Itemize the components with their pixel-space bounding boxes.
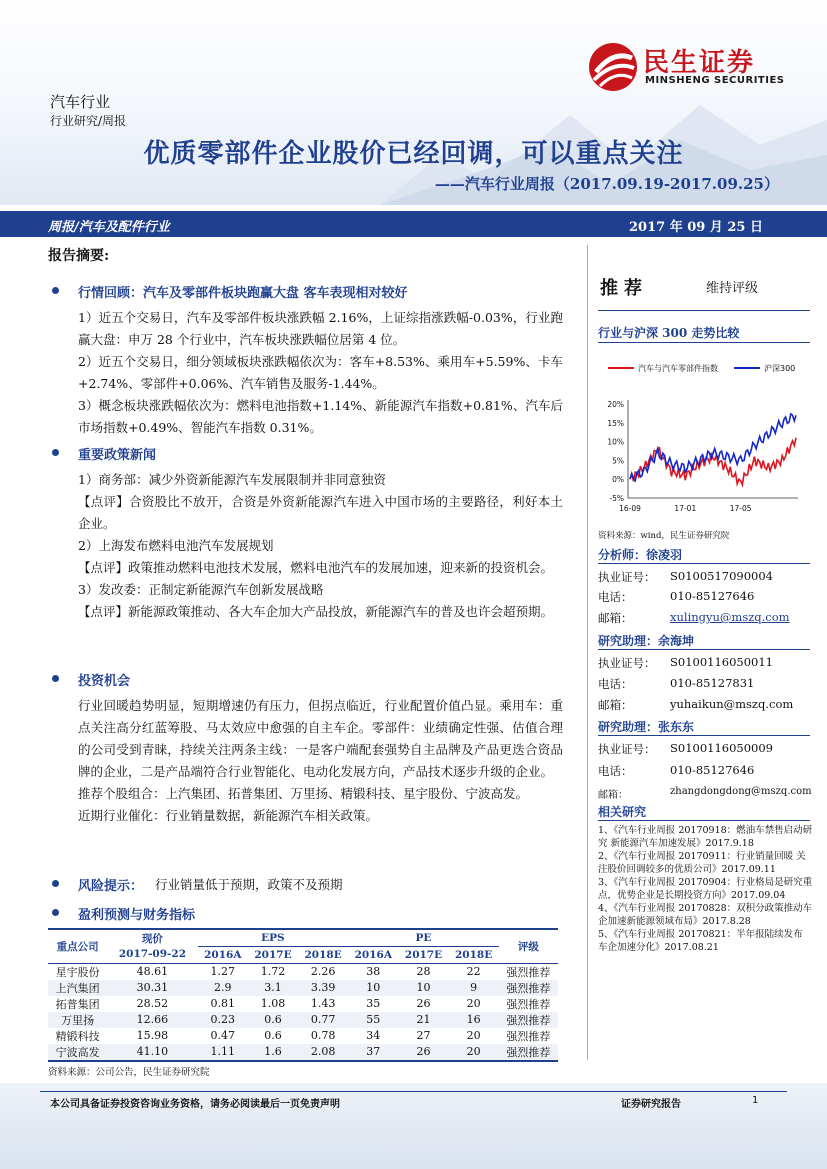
related-item[interactable]: 1、《汽车行业周报 20170918：燃油车禁售启动研究 新能源汽车加速发展》2017.9.18 xyxy=(598,825,813,849)
tel-label: 电话： xyxy=(598,677,633,691)
assistant-heading xyxy=(598,632,694,649)
table-cell: 1.27 xyxy=(210,965,236,978)
table-row xyxy=(48,963,558,980)
table-cell: 35 xyxy=(366,997,381,1010)
table-cell: 3.39 xyxy=(298,980,348,996)
table-cell: 0.6 xyxy=(248,1012,298,1028)
paragraph: 1）商务部：减少外资新能源汽车发展限制并非同意独资 xyxy=(78,472,386,487)
divider xyxy=(598,563,810,564)
legend-label: 汽车与汽车零部件指数 xyxy=(638,364,718,373)
chart-source: 资料来源：wind，民生证券研究院 xyxy=(598,531,730,541)
x-tick-label: 17-01 xyxy=(674,504,697,513)
paragraph: 【点评】新能源政策推动、各大车企加大产品投放，新能源汽车的普及也许会超预期。 xyxy=(78,604,554,619)
email-link[interactable]: zhangdongdong@mszq.com xyxy=(670,786,812,797)
table-cell: 1.43 xyxy=(310,997,336,1010)
page-number: 1 xyxy=(752,1095,759,1106)
analyst-mail xyxy=(598,697,794,713)
table-row xyxy=(48,1028,558,1044)
divider xyxy=(598,735,810,736)
table-cell: 41.10 xyxy=(107,1044,197,1061)
series-line xyxy=(630,414,796,481)
tel-value: 010-85127646 xyxy=(670,763,755,777)
table-cell: 27 xyxy=(416,1029,431,1042)
email-link[interactable]: xulingyu@mszq.com xyxy=(670,610,790,624)
page-subtitle: ——汽车行业周报（2017.09.19-2017.09.25） xyxy=(434,175,779,193)
divider xyxy=(598,342,810,343)
related-item[interactable]: 4、《汽车行业周报 20170828：双积分政策推动车企加速新能源领域布局》2017.8.28 xyxy=(598,903,813,927)
email-link[interactable]: yuhaikun@mszq.com xyxy=(670,697,794,711)
table-cell: 强烈推荐 xyxy=(506,997,551,1011)
footer-report-label: 证券研究报告 xyxy=(621,1099,681,1110)
table-cell: 15.98 xyxy=(136,1029,169,1042)
analyst-cert xyxy=(598,569,773,585)
col-company: 重点公司 xyxy=(48,929,107,963)
table-row xyxy=(48,980,558,996)
table-cell: 强烈推荐 xyxy=(506,965,551,979)
summary-label: 报告摘要: xyxy=(48,248,110,264)
mail-label: 邮箱： xyxy=(598,790,628,801)
tel-label: 电话： xyxy=(598,764,633,778)
analyst-mail xyxy=(598,786,812,801)
table-cell: 2.9 xyxy=(198,980,248,996)
table-cell: 55 xyxy=(348,1012,398,1028)
section-risk-text: 行业销量低于预期，政策不及预期 xyxy=(155,877,343,892)
col-price: 现价 xyxy=(107,929,197,946)
related-list xyxy=(598,824,813,954)
table-cell: 0.81 xyxy=(210,997,236,1010)
cert-label: 执业证号： xyxy=(598,656,656,670)
col-year: 2016A xyxy=(198,946,248,963)
table-row xyxy=(48,996,558,1012)
table-cell: 拓普集团 xyxy=(55,997,100,1011)
mail-label: 邮箱： xyxy=(598,611,633,625)
y-tick-label: 15% xyxy=(607,418,624,428)
table-cell: 28.52 xyxy=(136,997,169,1010)
table-cell: 48.61 xyxy=(136,965,169,978)
table-cell: 1.11 xyxy=(198,1044,248,1061)
bullet-icon xyxy=(52,675,59,682)
tel-label: 电话： xyxy=(598,590,633,604)
section-invest-body xyxy=(78,695,563,827)
divider xyxy=(598,310,810,311)
table-row xyxy=(48,1044,558,1061)
cert-label: 执业证号： xyxy=(598,570,656,584)
table-cell: 20 xyxy=(466,997,481,1010)
col-year: 2018E xyxy=(298,946,348,963)
forecast-table xyxy=(48,928,558,1062)
y-tick-label: -5% xyxy=(609,494,624,503)
section-market-review-body xyxy=(78,307,563,439)
table-cell: 1.6 xyxy=(248,1044,298,1061)
trend-chart xyxy=(598,348,813,526)
paragraph: 3）概念板块涨跌幅依次为：燃料电池指数+1.14%、新能源汽车指数+0.81%、汽车后市场指数+0.49%、智能汽车指数 0.31%。 xyxy=(78,398,563,435)
analyst-mail xyxy=(598,610,790,626)
table-cell: 0.23 xyxy=(198,1012,248,1028)
chart-title: 行业与沪深 300 走势比较 xyxy=(598,326,740,340)
table-row xyxy=(48,1012,558,1028)
table-cell: 强烈推荐 xyxy=(499,1012,558,1028)
table-cell: 2.08 xyxy=(298,1044,348,1061)
mail-label: 邮箱： xyxy=(598,698,633,712)
x-tick-label: 16-09 xyxy=(619,504,641,513)
table-cell: 20 xyxy=(466,1029,481,1042)
y-tick-label: 10% xyxy=(607,437,624,447)
minsheng-logo-icon xyxy=(588,42,638,92)
table-cell: 37 xyxy=(348,1044,398,1061)
table-body xyxy=(48,963,558,1061)
y-tick-label: 20% xyxy=(607,400,624,409)
paragraph: 3）发改委：正制定新能源汽车创新发展战略 xyxy=(78,582,324,597)
table-cell: 宁波高发 xyxy=(48,1044,107,1061)
paragraph: 推荐个股组合：上汽集团、拓普集团、万里扬、精锻科技、星宇股份、宁波高发。 xyxy=(78,786,529,801)
table-cell: 3.1 xyxy=(248,980,298,996)
table-cell: 34 xyxy=(366,1029,381,1042)
analyst-tel xyxy=(598,589,755,605)
paragraph: 【点评】合资股比不放开，合资是外资新能源汽车进入中国市场的主要路径，利好本土企业。 xyxy=(78,494,563,531)
table-cell: 0.78 xyxy=(310,1029,336,1042)
report-date: 2017 年 09 月 25 日 xyxy=(629,220,763,235)
section-policy-title: 重要政策新闻 xyxy=(78,448,157,463)
footer-divider xyxy=(40,1091,787,1092)
section-policy-body xyxy=(78,469,563,623)
table-cell: 26 xyxy=(398,1044,448,1061)
col-year: 2017E xyxy=(248,946,298,963)
cert-value: S0100116050011 xyxy=(670,655,773,669)
cert-value: S0100116050009 xyxy=(670,741,773,755)
tel-value: 010-85127831 xyxy=(670,676,755,690)
legend-label: 沪深300 xyxy=(764,364,796,373)
table-cell: 万里扬 xyxy=(48,1012,107,1028)
table-cell: 22 xyxy=(466,965,481,978)
analyst-heading xyxy=(598,546,682,563)
paragraph: 2）上海发布燃料电池汽车发展规划 xyxy=(78,538,274,553)
table-cell: 强烈推荐 xyxy=(499,1044,558,1061)
rating-sub: 维持评级 xyxy=(706,281,759,296)
table-cell: 12.66 xyxy=(107,1012,197,1028)
tel-value: 010-85127646 xyxy=(670,589,755,603)
table-cell: 星宇股份 xyxy=(55,965,100,979)
y-tick-label: 0% xyxy=(612,475,624,485)
table-cell: 1.72 xyxy=(260,965,286,978)
x-tick-label: 17-05 xyxy=(729,504,752,513)
chart-series xyxy=(630,414,796,485)
table-cell: 2.26 xyxy=(310,965,336,978)
cert-label: 执业证号： xyxy=(598,742,656,756)
table-cell: 9 xyxy=(449,980,499,996)
analyst-tel xyxy=(598,676,755,692)
assistant-heading xyxy=(598,718,694,735)
industry-label: 汽车行业 xyxy=(50,93,111,111)
col-pe: PE xyxy=(348,929,499,946)
table-cell: 38 xyxy=(366,965,381,978)
bullet-icon xyxy=(52,880,59,887)
col-year: 2018E xyxy=(449,946,499,963)
col-eps: EPS xyxy=(198,929,349,946)
analyst-name: 徐凌羽 xyxy=(646,548,683,562)
analyst-tel xyxy=(598,763,755,779)
section-market-review-title: 行情回顾：汽车及零部件板块跑赢大盘 客车表现相对较好 xyxy=(78,286,408,301)
analyst-name: 张东东 xyxy=(658,720,695,734)
report-type: 行业研究/周报 xyxy=(50,114,127,128)
chart-legend xyxy=(608,363,795,373)
paragraph: 行业回暖趋势明显，短期增速仍有压力，但拐点临近，行业配置价值凸显。乘用车：重点关注高分红蓝筹股、马太效应中愈强的自主车企。零部件：业绩确定性强、估值合理的公司受到青睐，持续关注两条主线：一是客户端配套强势自主品牌及产品更迭合资品牌的企业，二是产品端符合行业智能化、电动化发展方向，产品技术逐步升级的企业。 xyxy=(78,698,563,779)
table-cell: 0.77 xyxy=(298,1012,348,1028)
table-cell: 精锻科技 xyxy=(55,1029,100,1043)
table-cell: 1.08 xyxy=(260,997,286,1010)
table-cell: 21 xyxy=(398,1012,448,1028)
column-divider xyxy=(587,245,588,1060)
section-invest-title: 投资机会 xyxy=(78,674,131,689)
table-cell: 0.6 xyxy=(264,1029,282,1042)
brand-name-cn: 民生证券 xyxy=(643,48,756,78)
related-item[interactable]: 3、《汽车行业周报 20170904：行业格局是研究重点，优势企业是长期投资方向》2017.09.04 xyxy=(598,877,813,901)
analyst-cert xyxy=(598,655,773,671)
related-item[interactable]: 5、《汽车行业周报 20170821：半年报陆续发布 车企加速分化》2017.08.21 xyxy=(598,929,803,953)
analyst-role: 分析师： xyxy=(598,548,647,562)
paragraph: 近期行业催化：行业销量数据，新能源汽车相关政策。 xyxy=(78,808,379,823)
related-item[interactable]: 2、《汽车行业周报 20170911：行业销量回暖 关注股价回调较多的优质公司》2017.09.11 xyxy=(598,851,806,875)
bullet-icon xyxy=(52,449,59,456)
table-cell: 10 xyxy=(348,980,398,996)
table-cell: 10 xyxy=(398,980,448,996)
page-title: 优质零部件企业股价已经回调，可以重点关注 xyxy=(143,139,684,169)
analyst-role: 研究助理： xyxy=(598,634,659,648)
related-heading: 相关研究 xyxy=(598,805,647,819)
bullet-icon xyxy=(52,287,59,294)
table-cell: 30.31 xyxy=(107,980,197,996)
paragraph: 【点评】政策推动燃料电池技术发展，燃料电池汽车的发展加速，迎来新的投资机会。 xyxy=(78,560,554,575)
table-cell: 26 xyxy=(416,997,431,1010)
table-cell: 上汽集团 xyxy=(48,980,107,996)
analyst-cert xyxy=(598,741,773,757)
rating-label: 推荐 xyxy=(600,278,648,299)
col-year: 2017E xyxy=(398,946,448,963)
table-cell: 16 xyxy=(449,1012,499,1028)
y-tick-label: 5% xyxy=(612,456,624,466)
brand-name-en: MINSHENG SECURITIES xyxy=(645,75,785,86)
table-cell: 0.47 xyxy=(210,1029,236,1042)
col-price-date: 2017-09-22 xyxy=(107,946,197,963)
section-forecast-title: 盈利预测与财务指标 xyxy=(78,908,196,923)
table-cell: 20 xyxy=(449,1044,499,1061)
divider xyxy=(598,649,810,650)
table-cell: 强烈推荐 xyxy=(506,1029,551,1043)
paragraph: 1）近五个交易日，汽车及零部件板块涨跌幅 2.16%，上证综指涨跌幅-0.03%，行业跑赢大盘：申万 28 个行业中，汽车板块涨跌幅位居第 4 位。 xyxy=(78,310,563,347)
cert-value: S0100517090004 xyxy=(670,569,773,583)
table-cell: 强烈推荐 xyxy=(499,980,558,996)
col-rating: 评级 xyxy=(499,929,558,963)
footer-disclaimer: 本公司具备证券投资咨询业务资格，请务必阅读最后一页免责声明 xyxy=(50,1099,340,1110)
col-year: 2016A xyxy=(348,946,398,963)
table-source: 资料来源：公司公告，民生证券研究院 xyxy=(48,1067,210,1078)
paragraph: 2）近五个交易日，细分领域板块涨跌幅依次为：客车+8.53%、乘用车+5.59%、卡车+2.74%、零部件+0.06%、汽车销售及服务-1.44%。 xyxy=(78,354,563,391)
report-category: 周报/汽车及配件行业 xyxy=(48,220,170,235)
analyst-name: 余海坤 xyxy=(658,634,695,648)
analyst-role: 研究助理： xyxy=(598,720,659,734)
bullet-icon xyxy=(52,909,59,916)
section-risk-title: 风险提示： xyxy=(78,879,144,894)
table-cell: 28 xyxy=(416,965,431,978)
divider xyxy=(598,820,810,821)
